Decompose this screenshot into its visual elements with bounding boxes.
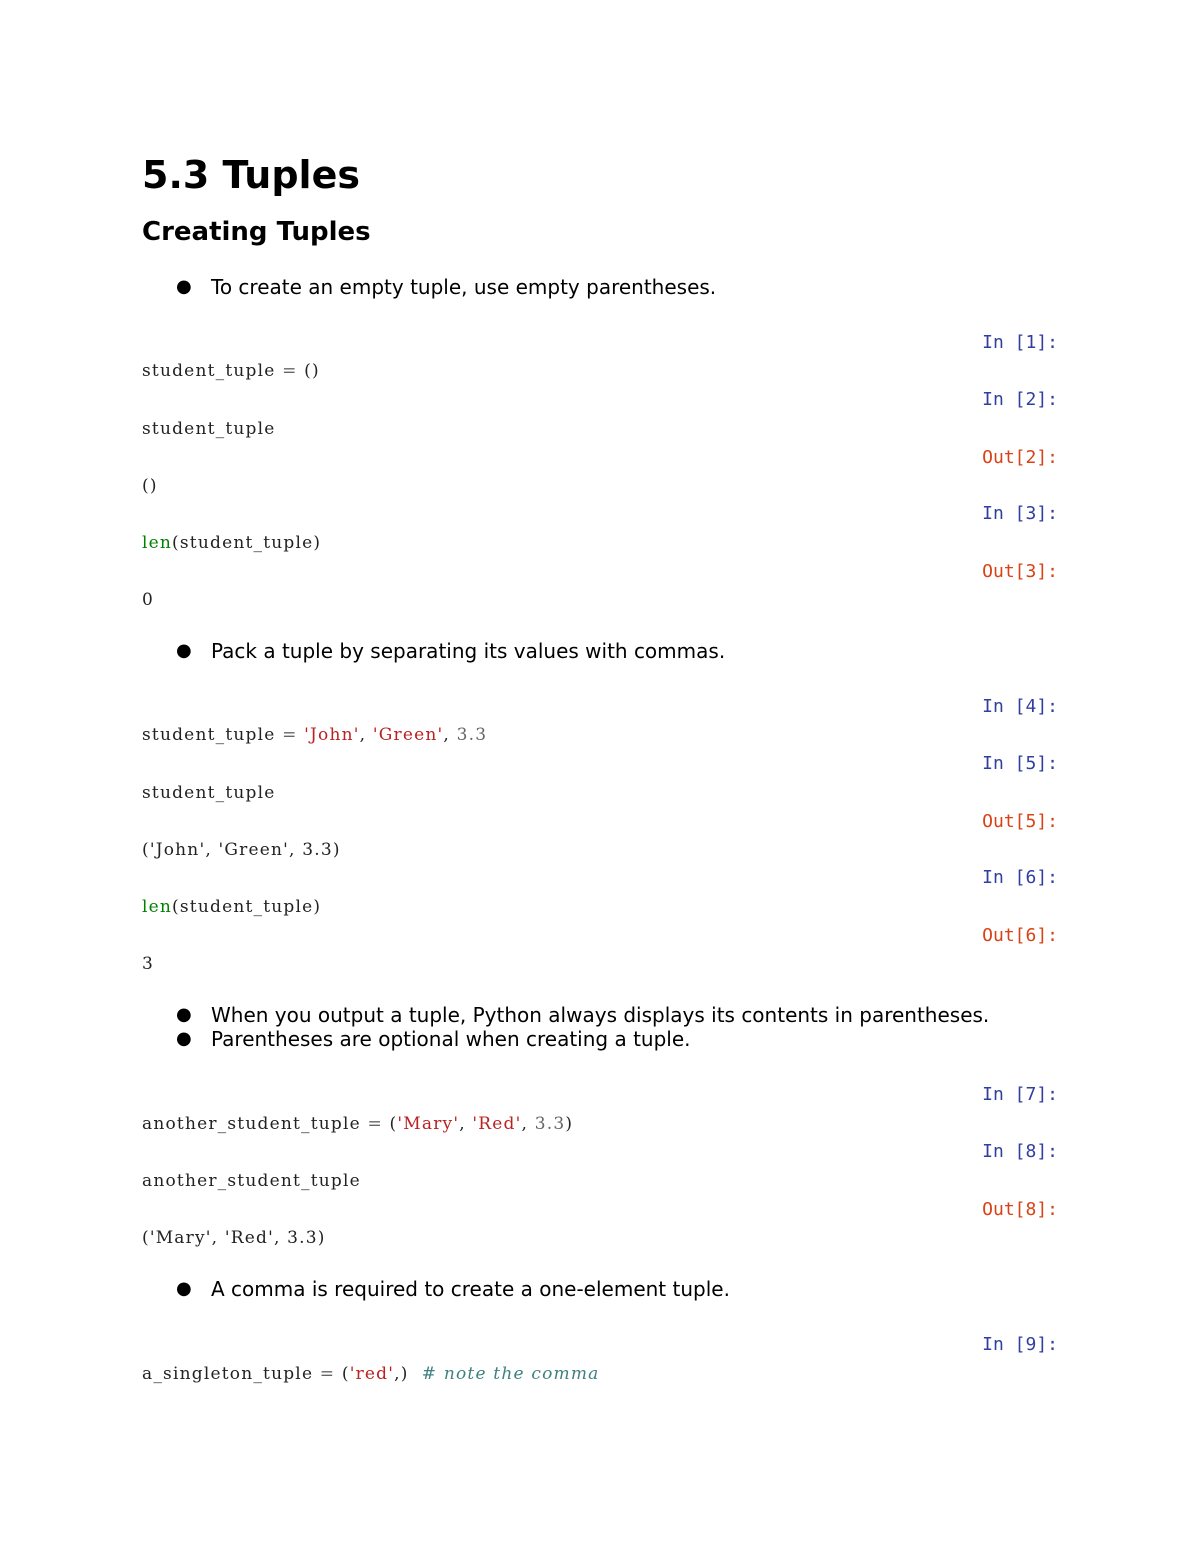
cell-output: 3	[142, 954, 155, 974]
code-cell[interactable]: a_singleton_tuple = ('red',) # note the comma	[142, 1364, 600, 1384]
input-prompt: In [8]:	[982, 1141, 1058, 1162]
input-prompt: In [6]:	[982, 867, 1058, 888]
output-prompt: Out[5]:	[982, 811, 1058, 832]
bullet-dot-icon: ●	[176, 1004, 192, 1025]
input-prompt: In [1]:	[982, 332, 1058, 353]
code-comment: # note the comma	[421, 1364, 600, 1384]
code-cell[interactable]: student_tuple	[142, 419, 276, 439]
input-prompt: In [7]:	[982, 1084, 1058, 1105]
section-heading: Creating Tuples	[142, 217, 371, 247]
code-cell[interactable]: another_student_tuple	[142, 1171, 361, 1191]
code-cell[interactable]: student_tuple	[142, 783, 276, 803]
output-prompt: Out[3]:	[982, 561, 1058, 582]
cell-output: 0	[142, 590, 155, 610]
code-cell[interactable]: len(student_tuple)	[142, 533, 322, 553]
output-prompt: Out[8]:	[982, 1199, 1058, 1220]
bullet-dot-icon: ●	[176, 276, 192, 297]
cell-output: ()	[142, 476, 158, 496]
input-prompt: In [2]:	[982, 389, 1058, 410]
input-prompt: In [3]:	[982, 503, 1058, 524]
bullet-dot-icon: ●	[176, 1278, 192, 1299]
cell-output: ('John', 'Green', 3.3)	[142, 840, 341, 860]
input-prompt: In [9]:	[982, 1334, 1058, 1355]
input-prompt: In [5]:	[982, 753, 1058, 774]
code-cell[interactable]: another_student_tuple = ('Mary', 'Red', 3.3)	[142, 1114, 574, 1134]
output-prompt: Out[6]:	[982, 925, 1058, 946]
code-cell[interactable]: student_tuple = ()	[142, 361, 320, 381]
cell-output: ('Mary', 'Red', 3.3)	[142, 1228, 326, 1248]
code-cell[interactable]: len(student_tuple)	[142, 897, 322, 917]
input-prompt: In [4]:	[982, 696, 1058, 717]
code-cell[interactable]: student_tuple = 'John', 'Green', 3.3	[142, 725, 488, 745]
bullet-dot-icon: ●	[176, 640, 192, 661]
output-prompt: Out[2]:	[982, 447, 1058, 468]
page-title: 5.3 Tuples	[142, 153, 360, 197]
bullet-dot-icon: ●	[176, 1028, 192, 1049]
